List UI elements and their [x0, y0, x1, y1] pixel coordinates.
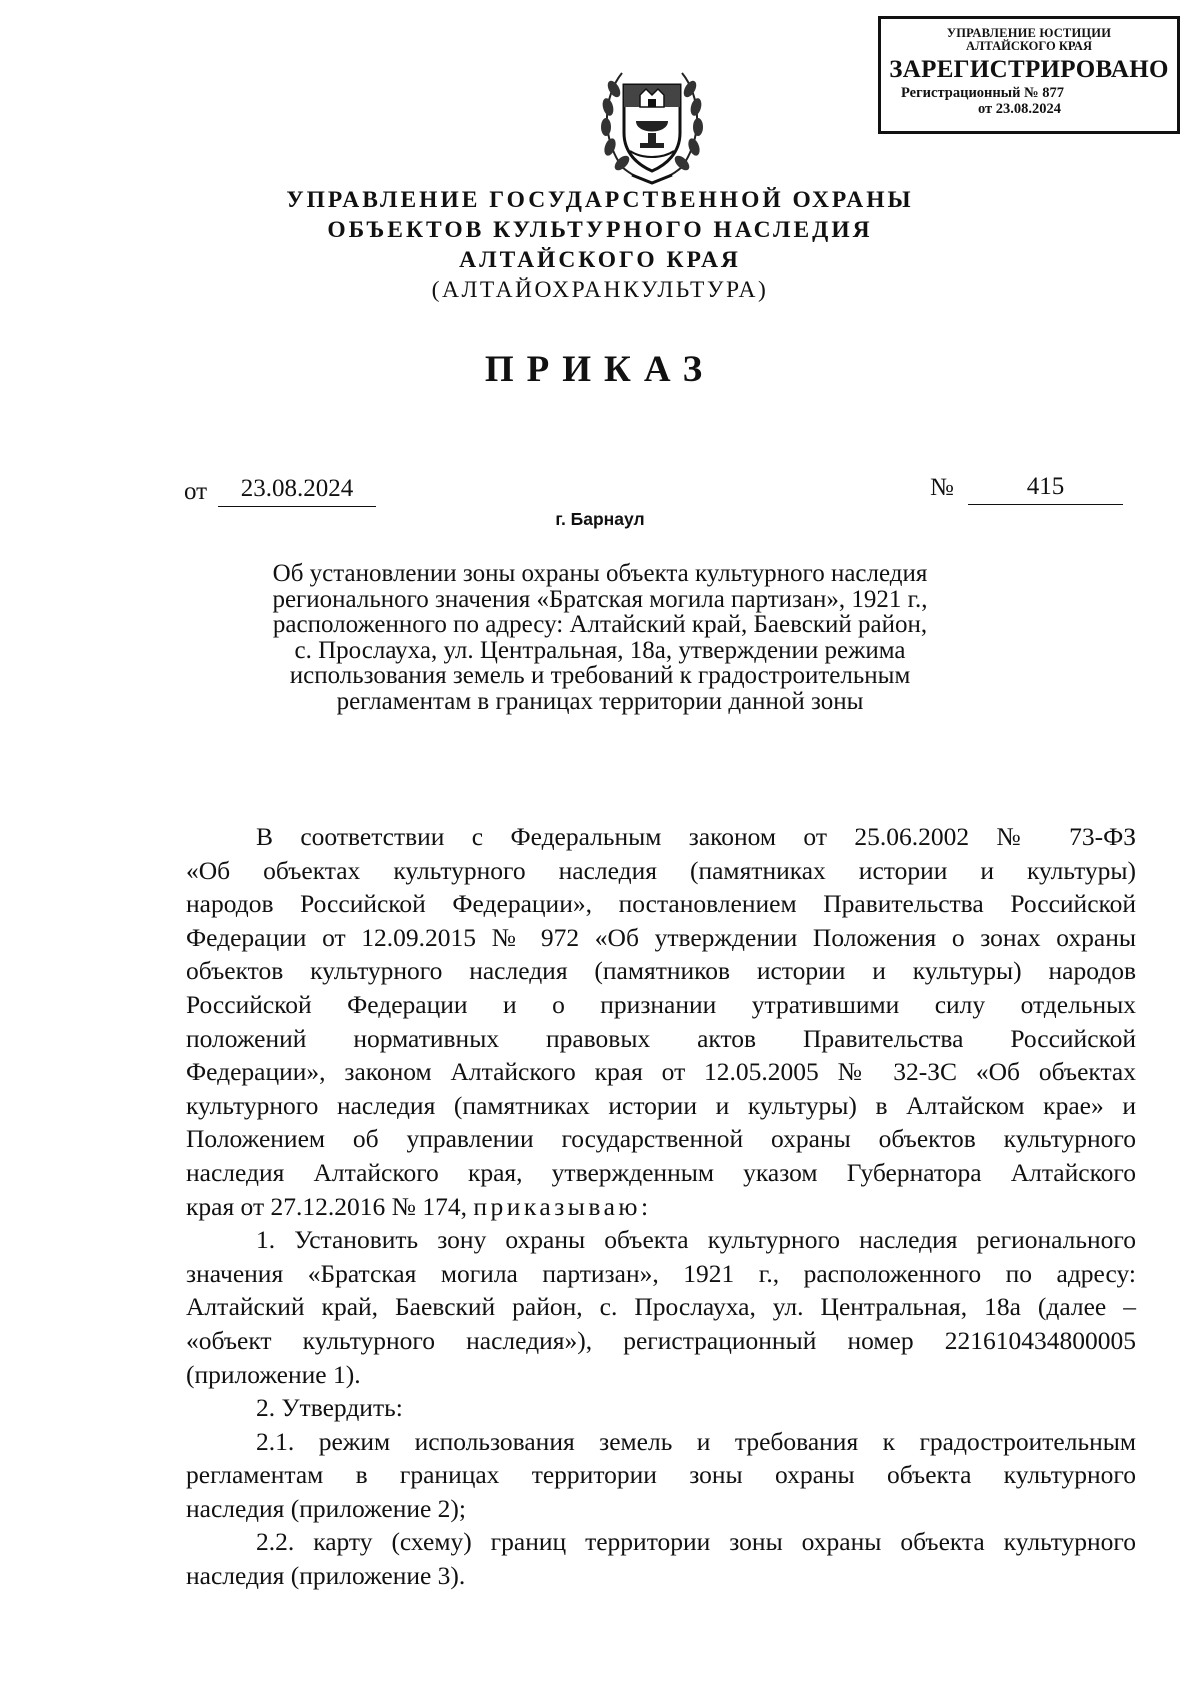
altai-krai-coat-of-arms-icon — [592, 55, 712, 187]
city: г. Барнаул — [555, 509, 645, 529]
item-1-paragraph — [186, 1223, 1136, 1391]
body-line: наследия (приложение 3). — [186, 1561, 466, 1591]
body-line: наследия Алтайского края, утвержденным указом Губернатора Алтайского — [186, 1157, 1136, 1187]
subject-line: Об установлении зоны охраны объекта культурного наследия — [272, 560, 928, 587]
body-line: «объект культурного наследия»), регистрационный номер 221610434800005 — [186, 1325, 1136, 1355]
order-date: 23.08.2024 — [218, 472, 376, 507]
subject-line: регионального значения «Братская могила партизан», 1921 г., — [272, 585, 928, 613]
body-line: (приложение 1). — [186, 1359, 361, 1389]
subject-line: с. Прослауха, ул. Центральная, 18а, утверждении режима — [294, 636, 906, 664]
header-line2: ОБЪЕКТОВ КУЛЬТУРНОГО НАСЛЕДИЯ — [327, 217, 873, 243]
order-subject — [250, 561, 950, 714]
body-line: значения «Братская могила партизан», 1921 г., расположенного по адресу: — [186, 1258, 1136, 1288]
body-line: регламентам в границах территории зоны охраны объекта культурного — [186, 1460, 1136, 1490]
body-line — [186, 1190, 1136, 1224]
item-2-1-paragraph — [186, 1425, 1136, 1526]
header-line4: (АЛТАЙОХРАНКУЛЬТУРА) — [431, 277, 769, 303]
body-line: «Об объектах культурного наследия (памятниках истории и культуры) — [186, 855, 1136, 885]
subject-line: расположенного по адресу: Алтайский край, Баевский район, — [272, 611, 928, 638]
order-body — [186, 820, 1136, 1593]
stamp-reg-date: от 23.08.2024 — [978, 101, 1062, 117]
body-line: культурного наследия (памятниках истории и культуры) в Алтайском крае» и — [186, 1090, 1136, 1120]
body-line: Алтайский край, Баевский район, с. Прослауха, ул. Центральная, 18а (далее – — [186, 1292, 1136, 1322]
body-line: Российской Федерации и о признании утратившими силу отдельных — [186, 989, 1136, 1019]
body-line: Положением об управлении государственной охраны объектов культурного — [186, 1124, 1136, 1154]
body-line: объектов культурного наследия (памятников истории и культуры) народов — [186, 956, 1136, 986]
registration-stamp — [878, 16, 1180, 134]
header-line1: УПРАВЛЕНИЕ ГОСУДАРСТВЕННОЙ ОХРАНЫ — [286, 187, 914, 213]
preamble-paragraph — [186, 820, 1136, 1223]
preamble-last-prefix: края от 27.12.2016 № 174, — [186, 1191, 467, 1221]
order-title: ПРИКАЗ — [484, 349, 716, 390]
stamp-org-line1: УПРАВЛЕНИЕ ЮСТИЦИИ — [946, 26, 1112, 40]
body-line: 2.1. режим использования земель и требования к градостроительным — [256, 1426, 1136, 1456]
item-2-paragraph — [186, 1391, 1136, 1425]
stamp-org-line2: АЛТАЙСКОГО КРАЯ — [966, 39, 1092, 53]
body-line: В соответствии с Федеральным законом от 25.06.2002 № 73-ФЗ — [256, 822, 1136, 851]
order-verb: приказываю: — [473, 1191, 652, 1221]
body-line: 2.2. карту (схему) границ территории зоны охраны объекта культурного — [256, 1527, 1136, 1557]
body-line: 1. Установить зону охраны объекта культурного наследия регионального — [256, 1225, 1136, 1255]
order-number: 415 — [968, 470, 1123, 505]
body-line: наследия (приложение 2); — [186, 1493, 467, 1523]
number-label: № — [930, 474, 954, 501]
subject-line: использования земель и требований к градостроительным — [289, 662, 911, 689]
body-line: положений нормативных правовых актов Правительства Российской — [186, 1023, 1136, 1053]
stamp-title: ЗАРЕГИСТРИРОВАНО — [889, 56, 1169, 83]
subject-line: регламентам в границах территории данной зоны — [336, 687, 864, 715]
stamp-reg-number: Регистрационный № 877 — [901, 85, 1065, 101]
header-line3: АЛТАЙСКОГО КРАЯ — [459, 247, 741, 273]
body-line: 2. Утвердить: — [256, 1393, 403, 1423]
body-line: Федерации», законом Алтайского края от 12.05.2005 № 32-ЗС «Об объектах — [186, 1057, 1136, 1087]
item-2-2-paragraph — [186, 1525, 1136, 1592]
body-line: Федерации от 12.09.2015 № 972 «Об утверждении Положения о зонах охраны — [186, 922, 1136, 952]
body-line: народов Российской Федерации», постановлением Правительства Российской — [186, 889, 1136, 919]
date-label: от — [184, 478, 208, 505]
